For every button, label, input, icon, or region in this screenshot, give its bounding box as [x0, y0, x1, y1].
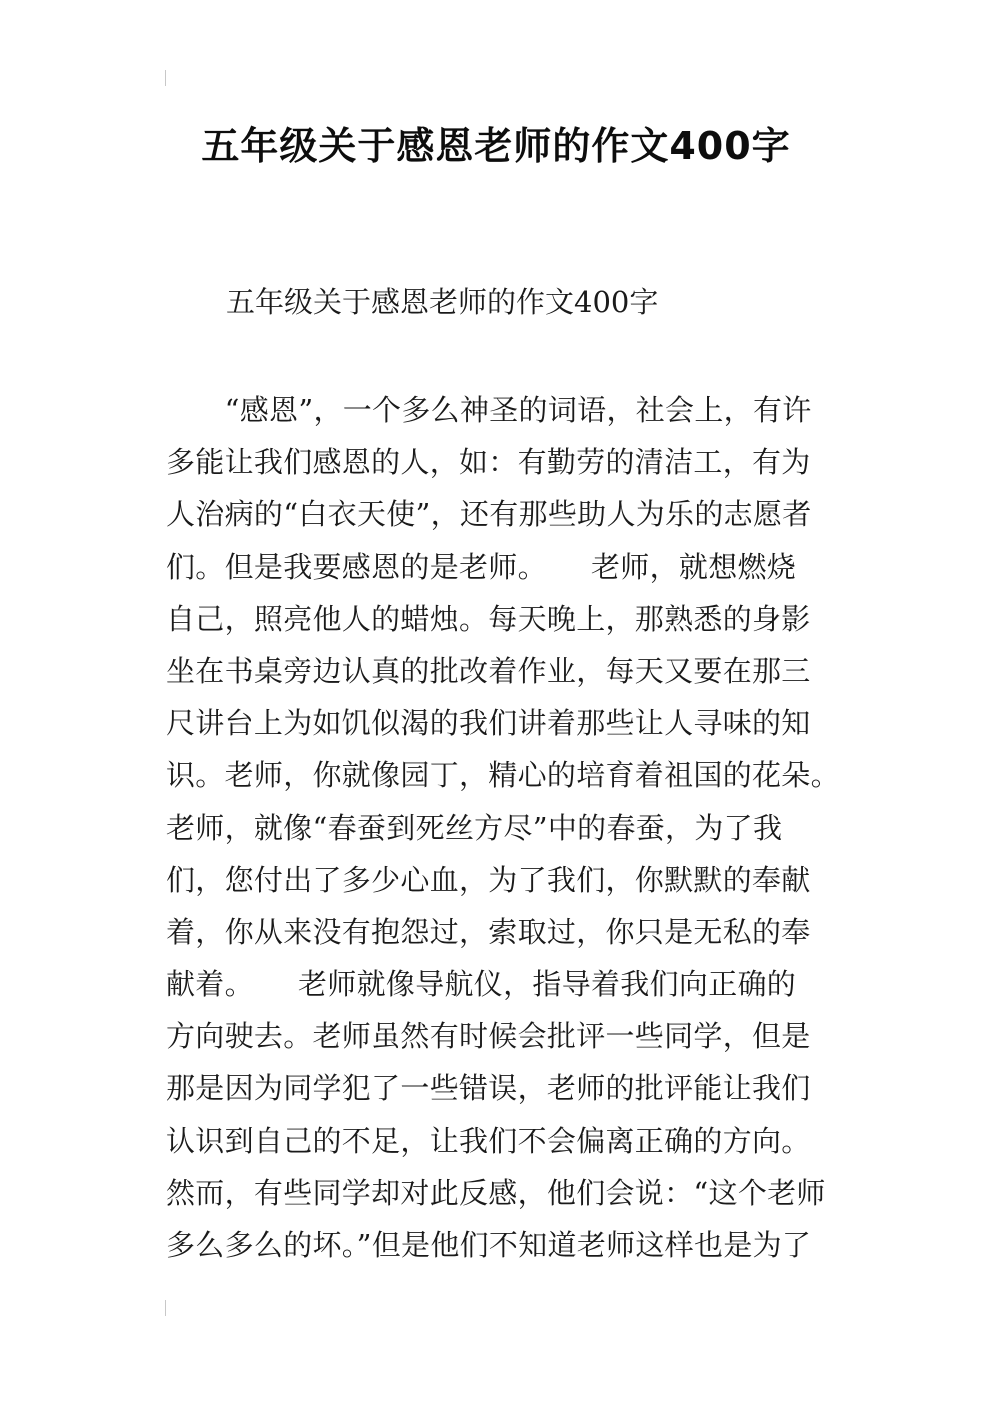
text-line: 坐在书桌旁边认真的批改着作业，每天又要在那三 — [166, 653, 811, 688]
text-line: 着，你从来没有抱怨过，索取过，你只是无私的奉 — [166, 914, 811, 949]
text-line: 们，您付出了多少心血，为了我们，你默默的奉献 — [166, 862, 811, 897]
text-line: 方向驶去。老师虽然有时候会批评一些同学，但是 — [166, 1019, 811, 1054]
crop-mark-top — [165, 70, 166, 86]
essay-body — [166, 384, 840, 1271]
text-line: “感恩”，一个多么神圣的词语，社会上，有许 — [166, 393, 812, 427]
text-line: 那是因为同学犯了一些错误，老师的批评能让我们 — [166, 1071, 811, 1106]
text-line: 们。但是我要感恩的是老师。 老师，就想燃烧 — [166, 549, 797, 584]
text-line: 人治病的“白衣天使”，还有那些助人为乐的志愿者 — [166, 497, 812, 532]
text-line: 识。老师，你就像园丁，精心的培育着祖国的花朵。 — [166, 758, 840, 793]
text-line: 自己，照亮他人的蜡烛。每天晚上，那熟悉的身影 — [166, 601, 811, 636]
text-line: 老师，就像“春蚕到死丝方尽”中的春蚕，为了我 — [166, 810, 783, 845]
text-line: 多么多么的坏。”但是他们不知道老师这样也是为了 — [166, 1228, 812, 1262]
text-line: 献着。 老师就像导航仪，指导着我们向正确的 — [166, 967, 797, 1002]
text-line: 多能让我们感恩的人，如：有勤劳的清洁工，有为 — [166, 445, 811, 480]
document-subtitle: 五年级关于感恩老师的作文400字 — [226, 285, 659, 319]
text-line: 尺讲台上为如饥似渴的我们讲着那些让人寻味的知 — [166, 706, 811, 741]
crop-mark-bottom — [165, 1300, 166, 1316]
text-line: 然而，有些同学却对此反感，他们会说：“这个老师 — [166, 1175, 826, 1210]
document-title: 五年级关于感恩老师的作文400字 — [201, 124, 791, 168]
text-line: 认识到自己的不足，让我们不会偏离正确的方向。 — [166, 1123, 811, 1158]
